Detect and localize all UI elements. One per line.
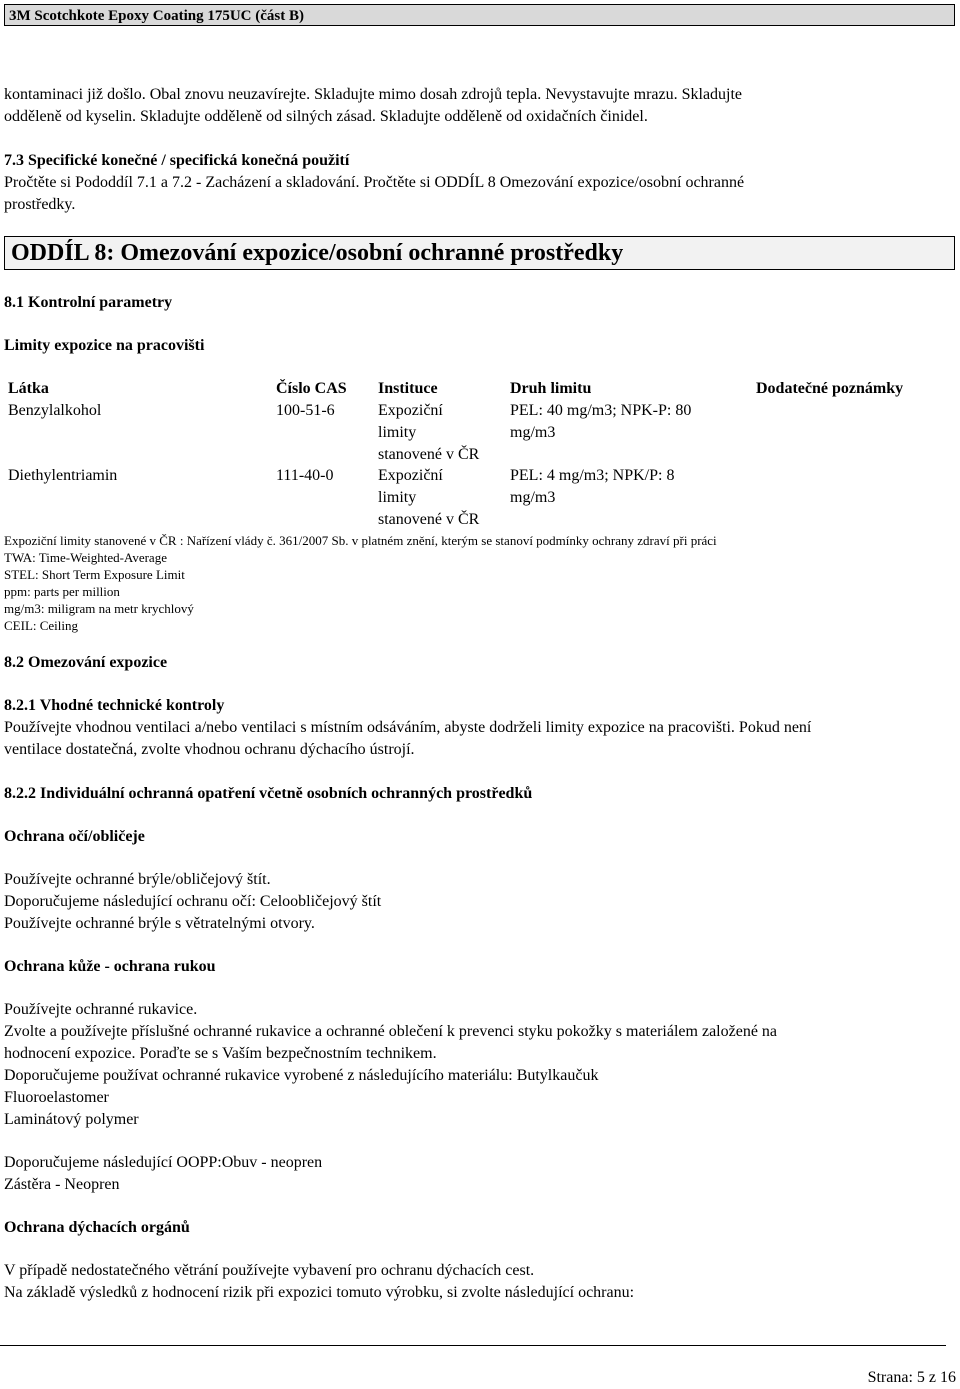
limits-title: Limity expozice na pracovišti — [4, 337, 205, 354]
ppe-line-2: Zástěra - Neopren — [4, 1176, 120, 1193]
row2-substance: Diethylentriamin — [8, 467, 118, 484]
row1-limit-line-1: PEL: 40 mg/m3; NPK-P: 80 — [510, 402, 692, 419]
th-limit-type: Druh limitu — [510, 380, 592, 397]
document-title: 3M Scotchkote Epoxy Coating 175UC (část B) — [9, 8, 304, 24]
section-7-3-line-2: prostředky. — [4, 196, 76, 213]
row2-limit-line-2: mg/m3 — [510, 489, 556, 506]
resp-line-2: Na základě výsledků z hodnocení rizik při expozici tomuto výrobku, si zvolte následující ochranu: — [4, 1284, 635, 1301]
ppe-line-1: Doporučujeme následující OOPP:Obuv - neopren — [4, 1154, 323, 1171]
skin-line-6: Laminátový polymer — [4, 1111, 139, 1128]
row2-inst-line-1: Expoziční — [378, 467, 443, 484]
intro-line-1: kontaminaci již došlo. Obal znovu neuzavírejte. Skladujte mimo dosah zdrojů tepla. Nevystavujte mrazu. Skladujte — [4, 86, 743, 103]
eye-line-1: Používejte ochranné brýle/obličejový štít. — [4, 871, 271, 888]
legend-line-6: CEIL: Ceiling — [4, 618, 79, 633]
skin-line-3: hodnocení expozice. Poraďte se s Vaším bezpečnostním technikem. — [4, 1045, 437, 1062]
resp-line-1: V případě nedostatečného větrání používejte vybavení pro ochranu dýchacích cest. — [4, 1262, 535, 1279]
skin-line-2: Zvolte a používejte příslušné ochranné rukavice a ochranné oblečení k prevenci styku pokožky s materiálem založené na — [4, 1023, 778, 1040]
row2-inst-line-2: limity — [378, 489, 417, 506]
legend-line-5: mg/m3: miligram na metr krychlový — [4, 601, 194, 616]
row1-limit-line-2: mg/m3 — [510, 424, 556, 441]
row1-inst-line-1: Expoziční — [378, 402, 443, 419]
th-substance: Látka — [8, 380, 49, 397]
document-header — [4, 4, 955, 26]
row1-substance: Benzylalkohol — [8, 402, 102, 419]
legend-line-2: TWA: Time-Weighted-Average — [4, 550, 167, 565]
section-8-2-title: 8.2 Omezování expozice — [4, 654, 168, 671]
row2-limit-line-1: PEL: 4 mg/m3; NPK/P: 8 — [510, 467, 675, 484]
legend-line-4: ppm: parts per million — [4, 584, 120, 599]
skin-line-5: Fluoroelastomer — [4, 1089, 109, 1106]
th-institution: Instituce — [378, 380, 438, 397]
row2-inst-line-3: stanovené v ČR — [378, 511, 480, 528]
legend-line-3: STEL: Short Term Exposure Limit — [4, 567, 185, 582]
intro-line-2: odděleně od kyselin. Skladujte odděleně od silných zásad. Skladujte odděleně od oxidačních činidel. — [4, 108, 648, 125]
footer-divider — [0, 1345, 946, 1346]
row1-inst-line-2: limity — [378, 424, 417, 441]
section-7-3-title: 7.3 Specifické konečné / specifická konečná použití — [4, 152, 350, 169]
row1-cas: 100-51-6 — [276, 402, 335, 419]
section-7-3-line-1: Pročtěte si Pododdíl 7.1 a 7.2 - Zacházení a skladování. Pročtěte si ODDÍL 8 Omezování expozice/osobní ochranné — [4, 174, 745, 191]
row2-cas: 111-40-0 — [276, 467, 334, 484]
skin-line-4: Doporučujeme používat ochranné rukavice vyrobené z následujícího materiálu: Butylkaučuk — [4, 1067, 599, 1084]
section-8-2-1-line-1: Používejte vhodnou ventilaci a/nebo ventilaci s místním odsáváním, abyste dodrželi limity expozice na pracovišti. Pokud není — [4, 719, 812, 736]
legend-line-1: Expoziční limity stanovené v ČR : Nařízení vlády č. 361/2007 Sb. v platném znění, kterým se stanoví podmínky ochrany zdraví při práci — [4, 533, 717, 548]
section-8-1-title: 8.1 Kontrolní parametry — [4, 294, 173, 311]
section-8-2-1-title: 8.2.1 Vhodné technické kontroly — [4, 697, 225, 714]
section-8-2-1-line-2: ventilace dostatečná, zvolte vhodnou ochranu dýchacího ústrojí. — [4, 741, 415, 758]
skin-line-1: Používejte ochranné rukavice. — [4, 1001, 198, 1018]
section-8-heading — [4, 236, 955, 270]
section-8-title: ODDÍL 8: Omezování expozice/osobní ochranné prostředky — [11, 240, 624, 266]
section-8-2-2-title: 8.2.2 Individuální ochranná opatření včetně osobních ochranných prostředků — [4, 785, 533, 802]
eye-line-3: Používejte ochranné brýle s větratelnými otvory. — [4, 915, 315, 932]
eye-line-2: Doporučujeme následující ochranu očí: Celoobličejový štít — [4, 893, 382, 910]
th-notes: Dodatečné poznámky — [756, 380, 904, 397]
row1-inst-line-3: stanovené v ČR — [378, 446, 480, 463]
page-number: Strana: 5 z 16 — [867, 1369, 956, 1386]
th-cas: Číslo CAS — [276, 380, 347, 397]
eye-protection-title: Ochrana očí/obličeje — [4, 828, 145, 845]
respiratory-protection-title: Ochrana dýchacích orgánů — [4, 1219, 190, 1236]
skin-protection-title: Ochrana kůže - ochrana rukou — [4, 958, 216, 975]
